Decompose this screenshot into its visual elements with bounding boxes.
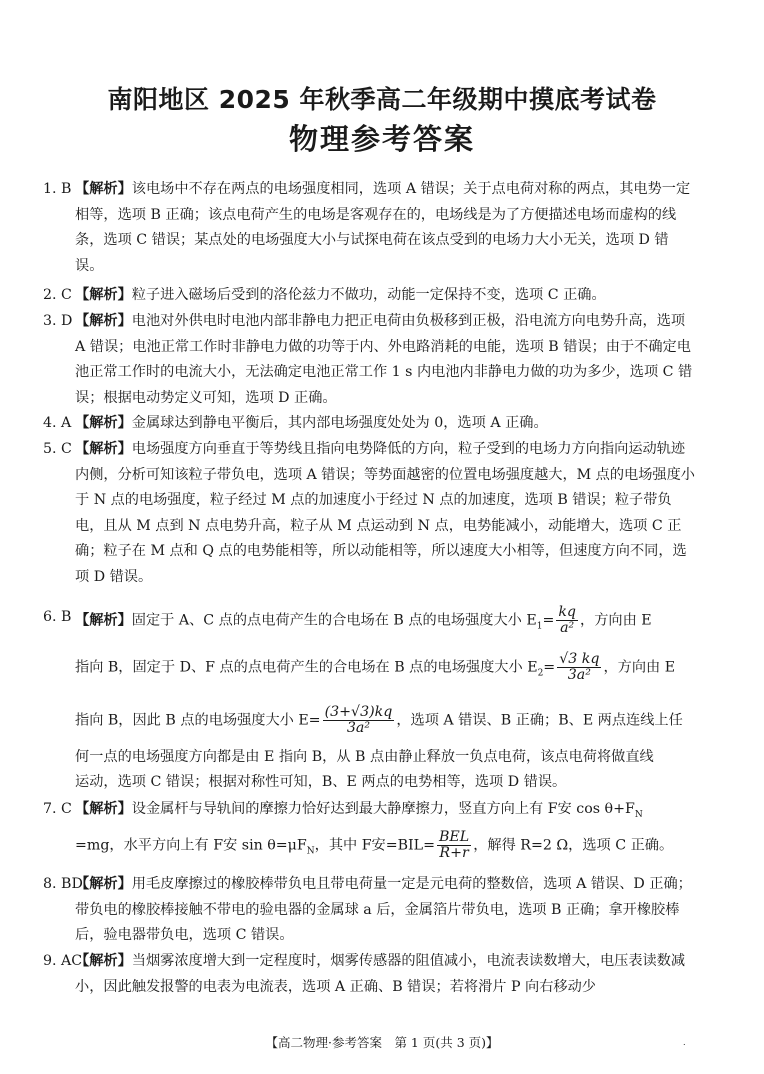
equals-sign: =	[543, 659, 556, 676]
answer-text: 金属球达到静电平衡后，其内部电场强度处处为 0，选项 A 正确。	[131, 415, 548, 431]
answer-text: 用毛皮摩擦过的橡胶棒带负电且带电荷量一定是元电荷的整数倍，选项 A 错误、D 正确；带负电的橡胶棒接触不带电的验电器的金属球 a 后，金属箔片带负电，选项 B 正确；拿开橡胶棒后，验电器带负电，选项 C 错误。	[75, 876, 692, 944]
answer-item	[43, 411, 695, 437]
answer-text: ，选项 A 错误、B 正确；B、E 两点连线上任	[396, 712, 683, 729]
answer-tag: 【解析】	[75, 181, 132, 197]
answer-item	[43, 872, 695, 949]
answer-tag: 【解析】	[75, 415, 132, 431]
answer-number: 8. BD	[43, 876, 83, 892]
fraction-denominator: 3a²	[346, 720, 371, 736]
fraction-numerator: √3 kq	[559, 651, 600, 667]
answer-tag: 【解析】	[75, 953, 132, 969]
answer-tag: 【解析】	[75, 876, 132, 892]
answer-text: ，方向由 E	[603, 659, 676, 676]
answer-text: ，方向由 E	[580, 612, 652, 629]
answer-number: 9. AC	[43, 953, 83, 969]
fraction	[437, 830, 471, 861]
answer-number: 4. A	[43, 415, 72, 431]
subscript: 2	[537, 668, 544, 679]
answer-text: 当烟雾浓度增大到一定程度时，烟雾传感器的阻值减小，电流表读数增大，电压表读数减小，因此触发报警的电表为电流表，选项 A 正确、B 错误；若将滑片 P 向右移动少	[75, 953, 686, 995]
fraction-denominator: R+r	[439, 845, 469, 861]
fraction-denominator: 3a²	[567, 667, 591, 683]
page-title: 南阳地区 2025 年秋季高二年级期中摸底考试卷	[107, 85, 657, 114]
answer-tag: 【解析】	[75, 801, 132, 817]
fraction	[556, 605, 578, 636]
subscript: N	[634, 809, 643, 820]
answer-6-line-2	[75, 652, 695, 685]
subscript: N	[306, 846, 315, 857]
answer-7-line-1	[43, 797, 695, 827]
answer-6-line-1	[43, 604, 695, 638]
answer-6-line-3	[75, 705, 695, 736]
answer-number: 7. C	[43, 801, 72, 817]
answer-tag: 【解析】	[75, 313, 132, 329]
answer-text: =mg，水平方向上有 F安 sin θ=μF	[75, 837, 307, 854]
fraction-numerator: kq	[558, 604, 577, 620]
answer-number: 6. B	[43, 609, 72, 625]
answer-tag: 【解析】	[75, 441, 132, 457]
subscript: 1	[536, 621, 543, 632]
answer-tag: 【解析】	[75, 287, 132, 303]
answer-item	[43, 283, 695, 309]
answer-7-line-2	[75, 830, 695, 863]
fraction-numerator: (3+√3)kq	[324, 704, 393, 720]
answer-text: 粒子进入磁场后受到的洛伦兹力不做功，动能一定保持不变，选项 C 正确。	[131, 287, 606, 303]
answer-item	[43, 949, 695, 1000]
answer-tag: 【解析】	[75, 612, 132, 629]
answer-number: 1. B	[43, 181, 72, 197]
answer-text: 指向 B，固定于 D、F 点的点电荷产生的合电场在 B 点的电场强度大小 E	[75, 659, 538, 676]
fraction-denominator: a²	[560, 620, 575, 636]
answer-text: 固定于 A、C 点的点电荷产生的合电场在 B 点的电场强度大小 E	[131, 612, 537, 629]
fraction-numerator: BEL	[438, 829, 470, 845]
answer-text: ，解得 R=2 Ω，选项 C 正确。	[473, 837, 674, 854]
answer-item	[43, 309, 695, 411]
answer-6-line-4: 何一点的电场强度方向都是由 E 指向 B，从 B 点由静止释放一负点电荷，该点电荷将做直线	[75, 749, 654, 765]
answer-item	[43, 437, 695, 591]
page-subtitle: 物理参考答案	[288, 122, 475, 156]
answer-number: 2. C	[43, 287, 72, 303]
answer-6-line-5: 运动，选项 C 错误；根据对称性可知，B、E 两点的电势相等，选项 D 错误。	[75, 774, 567, 790]
answer-text: ，其中 F安=BIL=	[314, 837, 435, 854]
answer-item	[43, 177, 695, 279]
answer-number: 3. D	[43, 313, 73, 329]
fraction	[557, 652, 601, 683]
answer-number: 5. C	[43, 441, 72, 457]
answer-text: 该电场中不存在两点的电场强度相同，选项 A 错误；关于点电荷对称的两点，其电势一定相等，选项 B 正确；该点电荷产生的电场是客观存在的，电场线是为了方便描述电场而虚构的线条，选项 C 错误；某点处的电场强度大小与试探电荷在该点受到的电场力大小无关，选项 D 错误。	[75, 181, 691, 274]
corner-mark: .	[683, 1038, 686, 1047]
page-footer: 【高二物理·参考答案 第 1 页(共 3 页)】	[265, 1035, 499, 1050]
answer-text: 电池对外供电时电池内部非静电力把正电荷由负极移到正极，沿电流方向电势升高，选项 A 错误；电池正常工作时非静电力做的功等于内、外电路消耗的电能，选项 B 错误；由于不确定电池正常工作时的电流大小，无法确定电池正常工作 1 s 内电池内非静电力做的功为多少，选项 C 错误；根据电动势定义可知，选项 D 正确。	[75, 313, 693, 406]
fraction	[323, 705, 395, 736]
answer-text: 指向 B，因此 B 点的电场强度大小 E=	[75, 712, 321, 729]
equals-sign: =	[542, 612, 555, 629]
answer-text: 设金属杆与导轨间的摩擦力恰好达到最大静摩擦力，竖直方向上有 F安 cos θ+F	[131, 801, 635, 817]
answer-text: 电场强度方向垂直于等势线且指向电势降低的方向，粒子受到的电场力方向指向运动轨迹内侧，分析可知该粒子带负电，选项 A 错误；等势面越密的位置电场强度越大，M 点的电场强度小于 N 点的电场强度，粒子经过 M 点的加速度小于经过 N 点的加速度，选项 B 错误；粒子带负电，且从 M 点到 N 点电势升高，粒子从 M 点运动到 N 点，电势能减小，动能增大，选项 C 正确；粒子在 M 点和 Q 点的电势能相等，所以动能相等，所以速度大小相等，但速度方向不同，选项 D 错误。	[75, 441, 695, 585]
